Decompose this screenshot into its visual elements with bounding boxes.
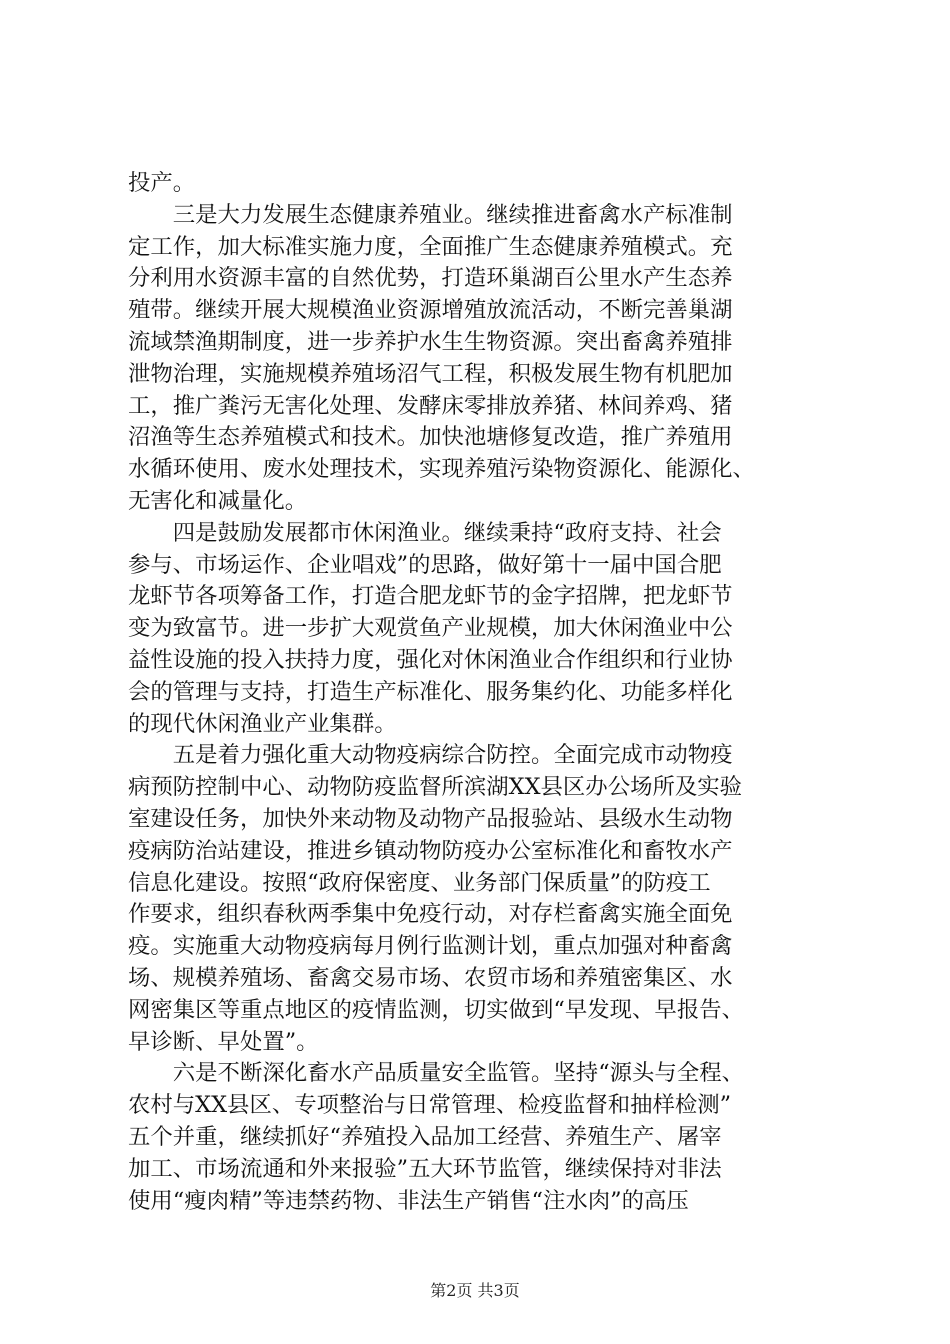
text-line: 的现代休闲渔业产业集群。 xyxy=(128,710,397,737)
text-line: 投产。 xyxy=(128,170,196,196)
text-line: 作要求，组织春秋两季集中免疫行动，对存栏畜禽实施全面免 xyxy=(128,901,733,928)
text-line: 益性设施的投入扶持力度，强化对休闲渔业合作组织和行业协 xyxy=(128,646,733,673)
text-line: 沼渔等生态养殖模式和技术。加快池塘修复改造，推广养殖用 xyxy=(128,424,733,451)
text-line: 室建设任务，加快外来动物及动物产品报验站、县级水生动物 xyxy=(128,805,733,832)
text-line: 水循环使用、废水处理技术，实现养殖污染物资源化、能源化、 xyxy=(128,456,755,483)
text-line: 农村与XX县区、专项整治与日常管理、检疫监督和抽样检测” xyxy=(128,1092,732,1119)
text-line: 网密集区等重点地区的疫情监测，切实做到“早发现、早报告、 xyxy=(128,996,744,1023)
text-line: 定工作，加大标准实施力度，全面推广生态健康养殖模式。充 xyxy=(128,233,733,260)
text-line: 五个并重，继续抓好“养殖投入品加工经营、养殖生产、屠宰 xyxy=(128,1123,722,1150)
text-line: 信息化建设。按照“政府保密度、业务部门保质量”的防疫工 xyxy=(128,869,711,896)
text-line: 分利用水资源丰富的自然优势，打造环巢湖百公里水产生态养 xyxy=(128,265,733,292)
text-line: 加工、市场流通和外来报验”五大环节监管，继续保持对非法 xyxy=(128,1155,722,1182)
text-line: 流域禁渔期制度，进一步养护水生生物资源。突出畜禽养殖排 xyxy=(128,328,733,355)
text-line: 无害化和减量化。 xyxy=(128,487,308,514)
text-line: 工，推广粪污无害化处理、发酵床零排放养猪、林间养鸡、猪 xyxy=(128,392,733,419)
text-line: 泄物治理，实施规模养殖场沼气工程，积极发展生物有机肥加 xyxy=(128,360,733,387)
text-line: 使用“瘦肉精”等违禁药物、非法生产销售“注水肉”的高压 xyxy=(128,1187,689,1214)
text-line: 六是不断深化畜水产品质量安全监管。坚持“源头与全程、 xyxy=(128,1060,744,1087)
text-line: 疫。实施重大动物疫病每月例行监测计划，重点加强对种畜禽 xyxy=(128,933,733,960)
text-line: 三是大力发展生态健康养殖业。继续推进畜禽水产标准制 xyxy=(128,201,733,228)
text-line: 疫病防治站建设，推进乡镇动物防疫办公室标准化和畜牧水产 xyxy=(128,837,733,864)
text-line: 病预防控制中心、动物防疫监督所滨湖XX县区办公场所及实验 xyxy=(128,774,743,801)
text-line: 变为致富节。进一步扩大观赏鱼产业规模，加大休闲渔业中公 xyxy=(128,615,733,642)
text-line: 场、规模养殖场、畜禽交易市场、农贸市场和养殖密集区、水 xyxy=(128,964,733,991)
text-line: 早诊断、早处置”。 xyxy=(128,1028,319,1055)
text-line: 参与、市场运作、企业唱戏”的思路，做好第十一届中国合肥 xyxy=(128,551,722,578)
text-line: 四是鼓励发展都市休闲渔业。继续秉持“政府支持、社会 xyxy=(128,519,722,546)
text-line: 会的管理与支持，打造生产标准化、服务集约化、功能多样化 xyxy=(128,678,733,705)
text-line: 殖带。继续开展大规模渔业资源增殖放流活动，不断完善巢湖 xyxy=(128,297,733,324)
page-number-footer: 第2页 共3页 xyxy=(430,1281,520,1300)
text-line: 龙虾节各项筹备工作，打造合肥龙虾节的金字招牌，把龙虾节 xyxy=(128,583,733,610)
body-text xyxy=(128,168,833,1217)
text-line: 五是着力强化重大动物疫病综合防控。全面完成市动物疫 xyxy=(128,742,733,769)
